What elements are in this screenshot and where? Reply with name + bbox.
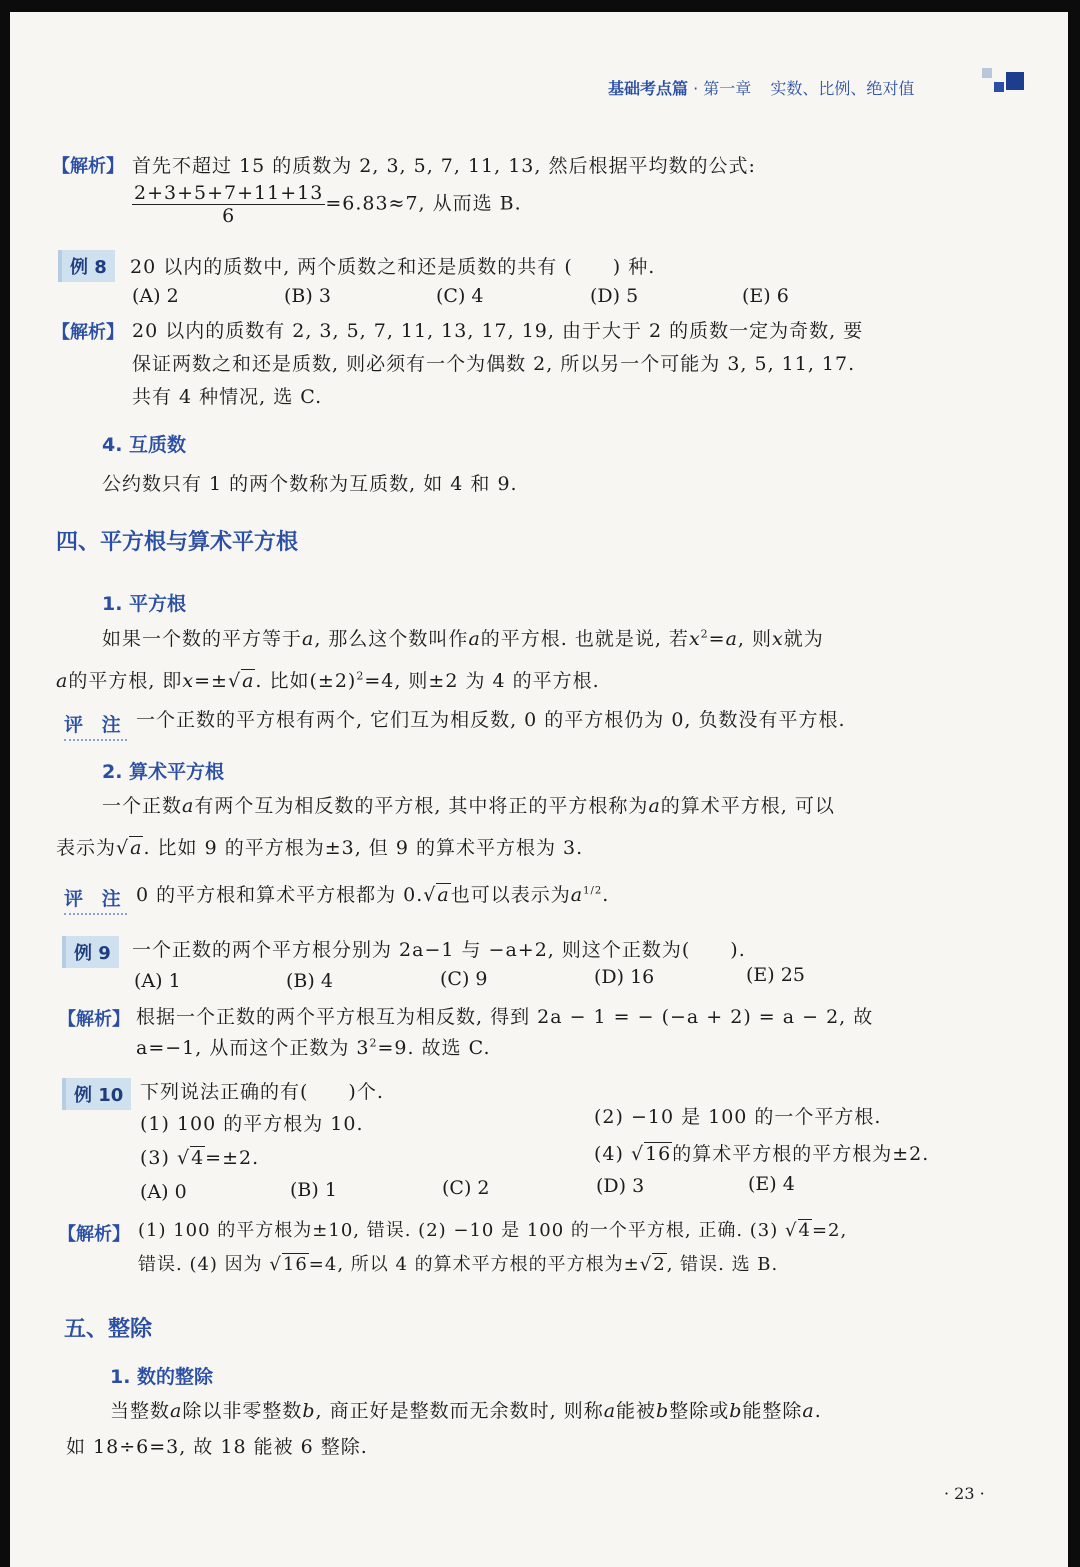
- header-part: 基础考点篇: [608, 79, 689, 98]
- sqrt: √a: [227, 670, 255, 692]
- sqrt: √2: [639, 1254, 666, 1275]
- example-badge: 例 8: [58, 250, 115, 282]
- option: (C) 4: [436, 285, 484, 307]
- option: (E) 6: [742, 285, 789, 307]
- solution-text: 首先不超过 15 的质数为 2, 3, 5, 7, 11, 13, 然后根据平均数的公式:: [132, 155, 756, 177]
- paragraph: 公约数只有 1 的两个数称为互质数, 如 4 和 9.: [102, 473, 518, 495]
- option: (D) 16: [594, 966, 655, 988]
- solution-label: 【解析】: [58, 1224, 130, 1245]
- paragraph: 当整数a除以非零整数b, 商正好是整数而无余数时, 则称a能被b整除或b能整除a.: [110, 1400, 822, 1422]
- header-topic: 实数、比例、绝对值: [770, 79, 915, 98]
- header-decor-square-icon: [982, 68, 992, 78]
- header-decor-square-icon: [1006, 72, 1024, 90]
- note-text: 一个正数的平方根有两个, 它们互为相反数, 0 的平方根仍为 0, 负数没有平方根.: [136, 709, 846, 731]
- solution-text: 错误. (4) 因为 √16=4, 所以 4 的算术平方根的平方根为±√2, 错误. 选 B.: [138, 1254, 779, 1275]
- sqrt: √4: [176, 1147, 205, 1169]
- section-title: 四、平方根与算术平方根: [56, 530, 299, 555]
- header-decor-square-icon: [994, 82, 1004, 92]
- statement: (3) √4=±2.: [140, 1147, 260, 1169]
- example-question: 20 以内的质数中, 两个质数之和还是质数的共有 ( ) 种.: [130, 256, 656, 278]
- note-label: 评 注: [64, 710, 127, 741]
- option: (D) 3: [596, 1175, 645, 1197]
- solution-text: 根据一个正数的两个平方根互为相反数, 得到 2a − 1 = − (−a + 2) = a − 2, 故: [136, 1006, 874, 1028]
- section-title: 五、整除: [64, 1317, 153, 1342]
- option: (D) 5: [590, 285, 639, 307]
- sqrt: √4: [785, 1220, 811, 1241]
- solution-label: 【解析】: [58, 1009, 130, 1030]
- solution-label: 【解析】: [52, 322, 124, 343]
- paragraph: 一个正数a有两个互为相反数的平方根, 其中将正的平方根称为a的算术平方根, 可以: [102, 795, 835, 817]
- option: (C) 2: [442, 1177, 490, 1199]
- subsection-title: 2. 算术平方根: [102, 761, 225, 783]
- option: (B) 1: [290, 1179, 337, 1201]
- subsection-title: 1. 平方根: [102, 593, 187, 615]
- solution-label: 【解析】: [52, 156, 124, 177]
- note-text: 0 的平方根和算术平方根都为 0.√a也可以表示为$a^{1/2}$.: [136, 884, 610, 906]
- option: (A) 2: [132, 285, 179, 307]
- example-badge: 例 10: [62, 1078, 131, 1110]
- solution-text: 20 以内的质数有 2, 3, 5, 7, 11, 13, 17, 19, 由于大于 2 的质数一定为奇数, 要: [132, 320, 864, 342]
- note-label: 评 注: [64, 884, 127, 915]
- option: (B) 3: [284, 285, 331, 307]
- solution-text: a=−1, 从而这个正数为 $3^2=9$. 故选 C.: [136, 1036, 491, 1059]
- sqrt: √16: [630, 1143, 672, 1165]
- running-header: 基础考点篇 · 第一章 实数、比例、绝对值: [608, 79, 915, 98]
- paragraph: a的平方根, 即x=±√a. 比如$(\pm 2)^2=4$, 则±2 为 4 的平方根.: [56, 669, 600, 692]
- paragraph: 如果一个数的平方等于a, 那么这个数叫作a的平方根. 也就是说, 若$x^2=a$, 则x就为: [102, 627, 824, 650]
- statement: (1) 100 的平方根为 10.: [140, 1113, 364, 1135]
- paragraph: 如 18÷6=3, 故 18 能被 6 整除.: [66, 1436, 368, 1458]
- option: (A) 1: [134, 970, 181, 992]
- option: (C) 9: [440, 968, 488, 990]
- option: (E) 25: [746, 964, 805, 986]
- sqrt: √a: [116, 837, 143, 859]
- option: (B) 4: [286, 970, 333, 992]
- subsection-title: 4. 互质数: [102, 434, 187, 456]
- solution-text: 共有 4 种情况, 选 C.: [132, 386, 323, 408]
- page-number: · 23 ·: [944, 1484, 985, 1503]
- option: (A) 0: [140, 1181, 187, 1203]
- solution-text: 保证两数之和还是质数, 则必须有一个为偶数 2, 所以另一个可能为 3, 5, 11, 17.: [132, 353, 856, 375]
- statement: (4) √16的算术平方根的平方根为±2.: [594, 1143, 930, 1165]
- subsection-title: 1. 数的整除: [110, 1366, 214, 1388]
- example-question: 一个正数的两个平方根分别为 2a−1 与 −a+2, 则这个正数为( ).: [132, 939, 746, 961]
- fraction: $\frac{2+3+5+7+11+13}{6}$: [134, 182, 324, 227]
- average-formula: $\frac{2+3+5+7+11+13}{6}$ =6.83≈7, 从而选 B.: [134, 182, 522, 227]
- sqrt: √a: [423, 884, 450, 906]
- option: (E) 4: [748, 1173, 795, 1195]
- example-question: 下列说法正确的有( )个.: [140, 1081, 384, 1103]
- sqrt: √16: [269, 1254, 308, 1275]
- textbook-page: [10, 12, 1068, 1567]
- statement: (2) −10 是 100 的一个平方根.: [594, 1106, 882, 1128]
- paragraph: 表示为√a. 比如 9 的平方根为±3, 但 9 的算术平方根为 3.: [56, 837, 584, 859]
- solution-text: (1) 100 的平方根为±10, 错误. (2) −10 是 100 的一个平方根, 正确. (3) √4=2,: [138, 1220, 848, 1241]
- header-chapter: 第一章: [703, 79, 752, 98]
- example-badge: 例 9: [62, 936, 119, 968]
